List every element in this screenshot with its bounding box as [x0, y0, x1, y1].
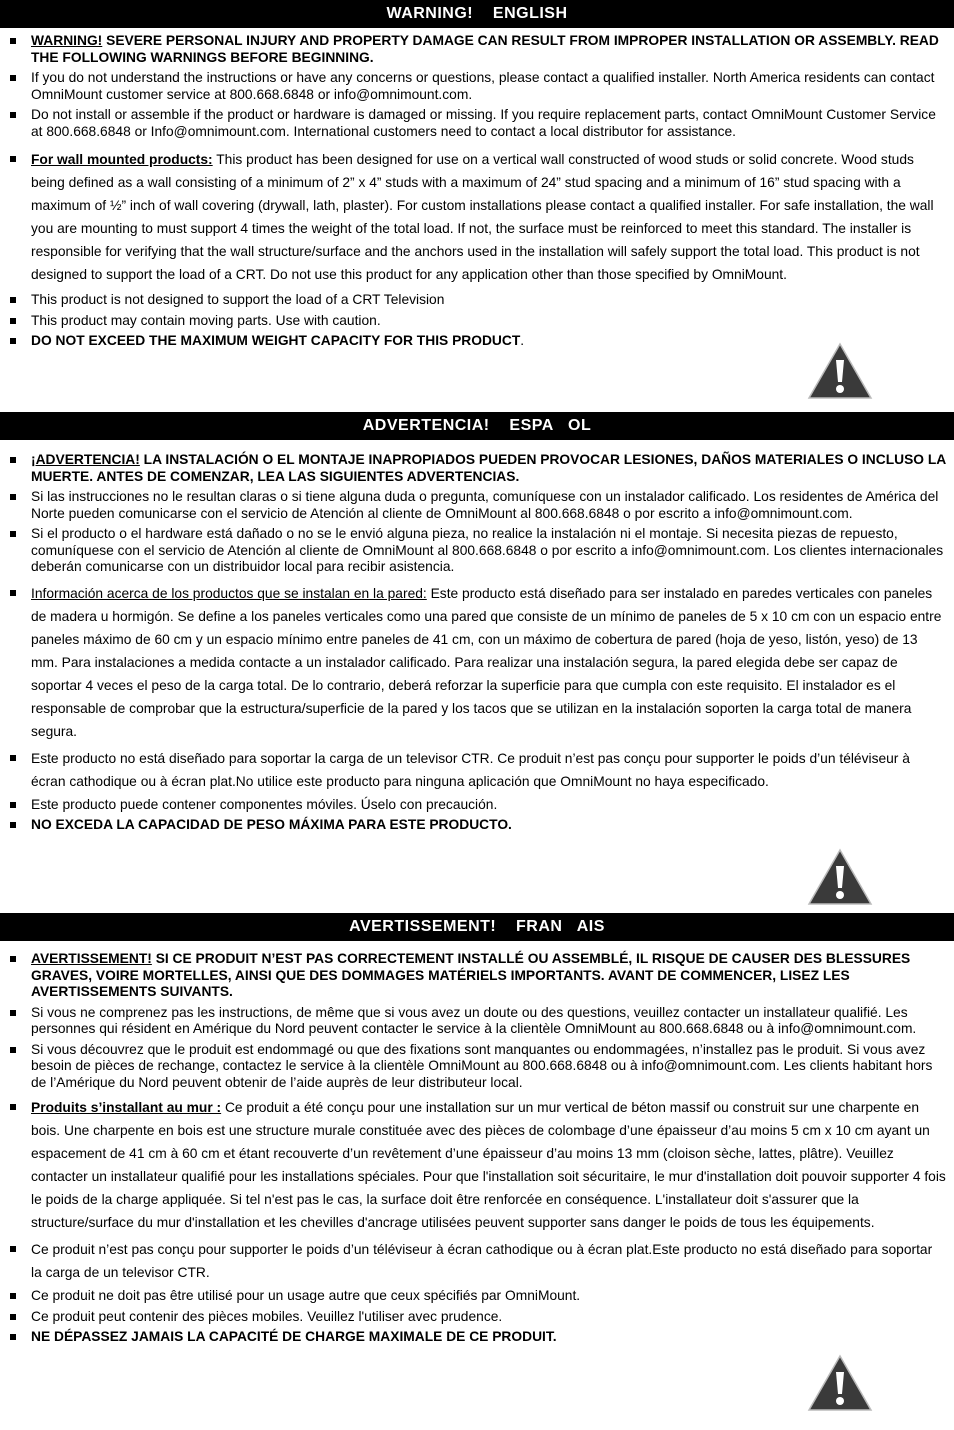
spanish-section	[0, 452, 954, 838]
spanish-item-max-weight: NO EXCEDA LA CAPACIDAD DE PESO MÁXIMA PARA ESTE PRODUCTO.	[0, 817, 954, 834]
spanish-item-moving-parts: Este producto puede contener componentes móviles. Úselo con precaución.	[0, 797, 954, 814]
english-warning-item: WARNING! SEVERE PERSONAL INJURY AND PROPERTY DAMAGE CAN RESULT FROM IMPROPER INSTALLATION OR ASSEMBLY. READ THE FOLLOWING WARNINGS BEFORE BEGINNING.	[0, 33, 954, 66]
warning-triangle-icon	[807, 848, 873, 906]
english-item-max-weight: DO NOT EXCEED THE MAXIMUM WEIGHT CAPACITY FOR THIS PRODUCT.	[0, 333, 954, 350]
spanish-item-instructions: Si las instrucciones no le resultan claras o si tiene alguna duda o pregunta, comuníquese con un instalador calificado. Los residentes de América del Norte pueden comunicarse con el servicio de Atención al cliente de OmniMount al 800.668.6848 o por escrito a info@omnimount.com.	[0, 489, 954, 522]
french-item-wall: Produits s’installant au mur : Ce produit a été conçu pour une installation sur un mur vertical de béton massif ou construit sur une charpente en bois. Une charpente en bois est une structure murale constituée avec des pièces de colombage d’une épaisseur d’au moins 5 cm x 10 cm ayant un espacement de 41 cm à 60 cm et étant recouverte d’un revêtement d’une épaisseur d’au moins 13 mm (cloison sèche, lattes, plâtre). Veuillez contacter un installateur qualifié pour les installations spéciales. Pour que l'installation soit sécuritaire, le mur d'installation doit pouvoir supporter 4 fois le poids de la charge appliquée. Si tel n'est pas le cas, la surface doit être renforcée en conséquence. L'installateur doit s'assurer que la structure/surface du mur d'installation et les chevilles d'ancrage utilisées peuvent supporter sans danger le poids de tous les équipements.	[0, 1096, 954, 1234]
french-item-damaged: Si vous découvrez que le produit est endommagé ou que des fixations sont manquantes ou endommagées, n’installez pas le produit. Si vous avez besoin de pièces de rechange, contactez le service à la clientèle OmniMount au 800.668.6848 ou à info@omnimount.com. Les clients habitant hors de l’Amérique du Nord peuvent obtenir de l’aide auprès de leur distributeur local.	[0, 1042, 954, 1092]
spanish-item-damaged: Si el producto o el hardware está dañado o no se le envió alguna pieza, no realice la instalación ni el montaje. Si necesita piezas de repuesto, comuníquese con el servicio de Atención al cliente de OmniMount al 800.668.6848 o por escrito a info@omnimount.com. Los clientes internacionales deberán comunicarse con un distribuidor local para recibir asistencia.	[0, 526, 954, 576]
french-section	[0, 951, 954, 1350]
french-header: AVERTISSEMENT! FRAN AIS	[0, 913, 954, 941]
warning-triangle-icon	[807, 342, 873, 400]
french-warning-item: AVERTISSEMENT! SI CE PRODUIT N’EST PAS CORRECTEMENT INSTALLÉ OU ASSEMBLÉ, IL RISQUE DE CAUSER DES BLESSURES GRAVES, VOIRE MORTELLES, AINSI QUE DES DOMMAGES MATÉRIELS IMPORTANTS. AVANT DE COMMENCER, LISEZ LES AVERTISSEMENTS SUIVANTS.	[0, 951, 954, 1001]
spanish-item-crt: Este producto no está diseñado para soportar la carga de un televisor CTR. Ce produit n’est pas conçu pour supporter le poids d’un téléviseur à écran cathodique ou à écran plat.No utilice este producto para ninguna aplicación que OmniMount no haya especificado.	[0, 747, 954, 793]
spanish-header: ADVERTENCIA! ESPA OL	[0, 412, 954, 440]
spanish-item-wall: Información acerca de los productos que se instalan en la pared: Este producto está diseñado para ser instalado en paredes verticales con paneles de madera u hormigón. Se define a los paneles verticales como una pared que consiste de un mínimo de paneles de 5 x 10 cm con un espacio entre paneles máximo de 60 cm y un espacio mínimo entre paneles de 41 cm, con un máximo de cobertura de pared (hoja de yeso, listón, yeso) de 13 mm. Para instalaciones a medida contacte a un instalador calificado. Para realizar una instalación segura, la pared elegida debe ser capaz de soportar 4 veces el peso de la carga total. De lo contrario, deberá reforzar la superficie para que cumpla con este requisito. El instalador es el responsable de comprobar que la estructura/superficie de la pared y los tacos que se utilizan en la instalación soporten la carga total de manera segura.	[0, 582, 954, 743]
english-item-damaged: Do not install or assemble if the product or hardware is damaged or missing. If you require replacement parts, contact OmniMount Customer Service at 800.668.6848 or Info@omnimount.com. International customers need to contact a local distributor for assistance.	[0, 107, 954, 140]
french-item-moving-parts: Ce produit peut contenir des pièces mobiles. Veuillez l'utiliser avec prudence.	[0, 1309, 954, 1326]
english-item-wall: For wall mounted products: This product has been designed for use on a vertical wall constructed of wood studs or solid concrete. Wood studs being defined as a wall consisting of a minimum of 2” x 4” studs with a maximum of 24” stud spacing and a minimum of 16” stud spacing with a maximum of ½” inch of wall covering (drywall, lath, plaster). For custom installations please contact a qualified installer. For safe installation, the wall you are mounting to must support 4 times the weight of the total load. If not, the surface must be reinforced to meet this standard. The installer is responsible for verifying that the wall structure/surface and the anchors used in the installation will safely support the total load. This product is not designed to support the load of a CRT. Do not use this product for any application other than those specified by OmniMount.	[0, 148, 954, 286]
english-item-crt: This product is not designed to support the load of a CRT Television	[0, 292, 954, 309]
french-item-max-weight: NE DÉPASSEZ JAMAIS LA CAPACITÉ DE CHARGE MAXIMALE DE CE PRODUIT.	[0, 1329, 954, 1346]
english-header: WARNING! ENGLISH	[0, 0, 954, 28]
spanish-warning-item: ¡ADVERTENCIA! LA INSTALACIÓN O EL MONTAJE INAPROPIADOS PUEDEN PROVOCAR LESIONES, DAÑOS MATERIALES O INCLUSO LA MUERTE. ANTES DE COMENZAR, LEA LAS SIGUIENTES ADVERTENCIAS.	[0, 452, 954, 485]
french-item-instructions: Si vous ne comprenez pas les instructions, de même que si vous avez un doute ou des questions, veuillez contacter un installateur qualifié. Les personnes qui résident en Amérique du Nord peuvent contacter le service à la clientèle OmniMount au 800.668.6848 ou à info@omnimount.com.	[0, 1005, 954, 1038]
english-item-moving-parts: This product may contain moving parts. Use with caution.	[0, 313, 954, 330]
english-item-instructions: If you do not understand the instructions or have any concerns or questions, please contact a qualified installer. North America residents can contact OmniMount customer service at 800.668.6848 or info@omnimount.com.	[0, 70, 954, 103]
english-section	[0, 33, 954, 354]
warning-triangle-icon	[807, 1354, 873, 1412]
french-item-crt: Ce produit n’est pas conçu pour supporter le poids d’un téléviseur à écran cathodique ou à écran plat.Este producto no está diseñado para soportar la carga de un televisor CTR.	[0, 1238, 954, 1284]
french-item-usage: Ce produit ne doit pas être utilisé pour un usage autre que ceux spécifiés par OmniMount.	[0, 1288, 954, 1305]
